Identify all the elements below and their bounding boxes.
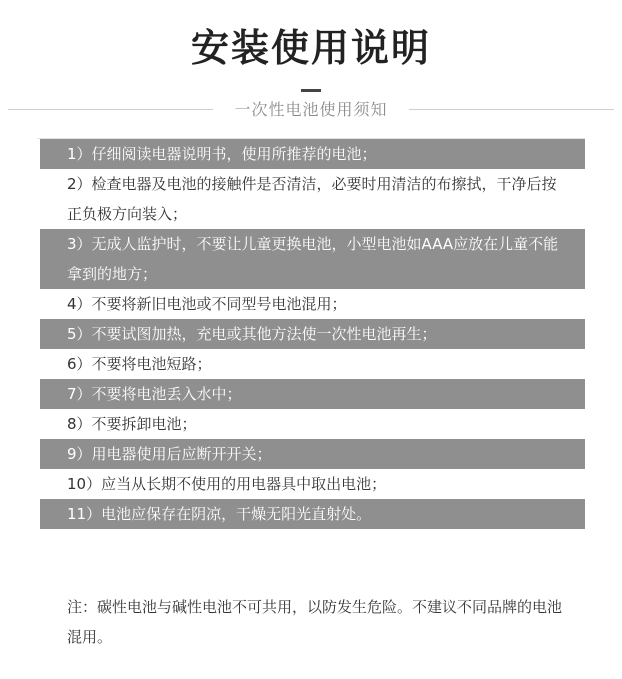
subtitle-row — [8, 98, 614, 122]
instruction-item-9: 9）用电器使用后应断开开关； — [40, 439, 585, 469]
instruction-item-7: 7）不要将电池丢入水中； — [40, 379, 585, 409]
instruction-item-4: 4）不要将新旧电池或不同型号电池混用； — [67, 295, 347, 313]
instruction-item-2: 2）检查电器及电池的接触件是否清洁，必要时用清洁的布擦拭，干净后按正负极方向装入； — [67, 175, 557, 223]
instruction-item-6: 6）不要将电池短路； — [67, 355, 212, 373]
instruction-item-1: 1）仔细阅读电器说明书，使用所推荐的电池； — [40, 139, 585, 169]
subtitle-line-left — [8, 109, 213, 110]
instruction-item-3: 3）无成人监护时，不要让儿童更换电池，小型电池如AAA应放在儿童不能拿到的地方； — [40, 229, 585, 289]
instruction-item-10: 10）应当从长期不使用的用电器具中取出电池； — [67, 475, 387, 493]
instruction-item-8: 8）不要拆卸电池； — [67, 415, 197, 433]
instruction-item-11: 11）电池应保存在阴凉，干燥无阳光直射处。 — [40, 499, 585, 529]
title-divider — [301, 89, 321, 92]
subtitle: 一次性电池使用须知 — [234, 100, 388, 119]
subtitle-line-right — [409, 109, 614, 110]
instruction-list — [40, 139, 585, 529]
instruction-item-5: 5）不要试图加热，充电或其他方法使一次性电池再生； — [40, 319, 585, 349]
page-title: 安装使用说明 — [190, 26, 431, 70]
note-text: 注：碳性电池与碱性电池不可共用，以防发生危险。不建议不同品牌的电池混用。 — [67, 598, 563, 646]
